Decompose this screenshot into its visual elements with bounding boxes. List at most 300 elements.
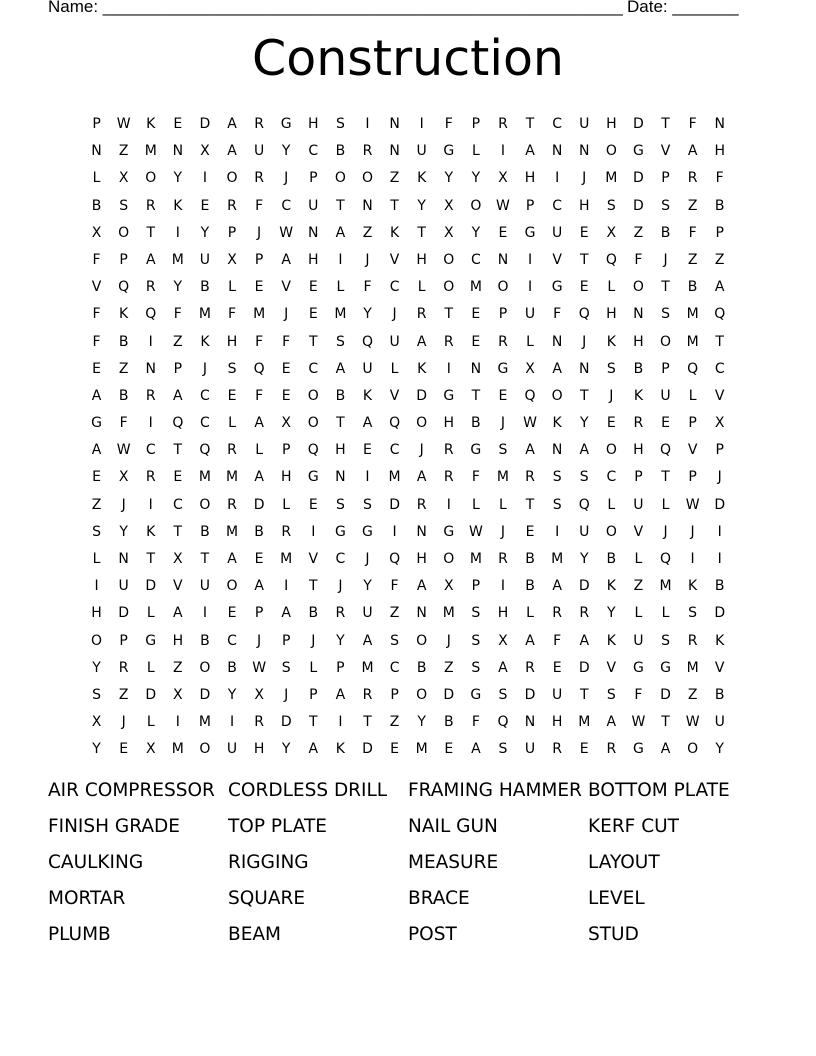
grid-letter: J [500, 523, 506, 540]
grid-letter: D [362, 741, 373, 758]
grid-letter: G [307, 469, 319, 486]
grid-letter: M [686, 659, 699, 676]
grid-letter: T [363, 714, 372, 731]
grid-letter: Q [118, 279, 130, 296]
grid-letter: J [257, 632, 262, 649]
grid-letter: M [198, 306, 211, 323]
grid-letter: W [523, 415, 537, 432]
grid-letter: R [362, 143, 373, 160]
word-list-item: NAIL GUN [408, 816, 498, 837]
word-list-item: TOP PLATE [228, 816, 327, 837]
grid-letter: T [579, 251, 589, 268]
grid-letter: Y [363, 578, 372, 595]
grid-letter: A [281, 605, 291, 622]
grid-letter: Y [471, 224, 481, 241]
grid-letter: P [688, 415, 697, 432]
grid-letter: E [92, 360, 101, 377]
grid-letter: R [254, 116, 264, 132]
grid-letter: L [255, 442, 264, 459]
grid-letter: U [552, 686, 563, 703]
grid-letter: V [389, 387, 400, 404]
grid-letter: T [173, 523, 183, 540]
grid-letter: S [661, 197, 670, 214]
grid-letter: X [525, 360, 535, 377]
grid-letter: Y [444, 170, 454, 187]
grid-letter: M [469, 551, 482, 567]
grid-letter: E [254, 279, 264, 296]
grid-letter: J [609, 387, 614, 404]
grid-letter: T [471, 387, 481, 404]
grid-letter: Z [118, 686, 129, 703]
grid-letter: X [200, 143, 210, 160]
grid-letter: U [308, 197, 319, 214]
grid-letter: X [227, 251, 237, 268]
grid-letter: U [579, 523, 590, 540]
grid-letter: N [118, 551, 129, 567]
word-list-item: FRAMING HAMMER [408, 780, 582, 801]
grid-letter: D [578, 659, 590, 676]
grid-letter: L [146, 714, 155, 731]
grid-letter: E [200, 197, 210, 214]
grid-letter: R [443, 333, 454, 350]
grid-letter: N [416, 605, 427, 622]
grid-letter: H [416, 251, 427, 268]
grid-letter: Q [389, 415, 401, 432]
grid-letter: O [551, 387, 563, 404]
grid-row [83, 138, 733, 165]
grid-letter: B [91, 197, 102, 214]
grid-letter: Q [660, 442, 672, 459]
grid-letter: G [443, 143, 455, 160]
grid-letter: A [687, 143, 698, 160]
grid-letter: G [470, 442, 482, 459]
grid-letter: N [578, 360, 590, 377]
grid-letter: R [443, 469, 454, 486]
grid-letter: E [525, 523, 535, 540]
grid-row [83, 193, 733, 220]
grid-letter: G [497, 360, 509, 377]
grid-letter: E [471, 333, 481, 350]
grid-letter: Q [199, 442, 211, 459]
grid-letter: A [498, 659, 508, 676]
grid-letter: O [307, 415, 319, 432]
grid-letter: L [526, 333, 534, 350]
grid-letter: T [661, 469, 670, 486]
grid-letter: L [92, 170, 101, 187]
grid-letter: P [92, 116, 101, 132]
grid-letter: I [338, 714, 343, 731]
grid-letter: A [606, 714, 617, 731]
grid-letter: T [390, 197, 399, 214]
word-list-item: KERF CUT [588, 816, 679, 837]
grid-letter: J [663, 523, 668, 540]
grid-letter: A [362, 632, 373, 649]
grid-letter: C [552, 116, 563, 132]
grid-letter: M [171, 741, 184, 758]
grid-letter: W [116, 116, 131, 132]
grid-letter: K [715, 632, 725, 649]
grid-letter: N [308, 224, 319, 241]
grid-letter: F [471, 469, 480, 486]
grid-letter: S [281, 659, 291, 676]
grid-letter: Y [281, 143, 291, 160]
grid-letter: X [254, 686, 264, 703]
grid-letter: E [579, 224, 589, 241]
grid-letter: Z [687, 686, 698, 703]
grid-letter: G [470, 686, 482, 703]
grid-letter: R [118, 659, 129, 676]
grid-letter: N [91, 143, 102, 160]
grid-letter: Q [605, 251, 617, 268]
grid-letter: O [443, 279, 455, 296]
grid-letter: N [633, 306, 644, 323]
grid-letter: F [471, 714, 480, 731]
grid-letter: O [226, 170, 238, 187]
grid-letter: B [633, 360, 644, 377]
grid-letter: M [253, 306, 266, 323]
grid-letter: M [686, 306, 699, 323]
grid-letter: H [416, 551, 427, 567]
grid-letter: A [525, 632, 535, 649]
grid-letter: E [579, 741, 589, 758]
grid-letter: K [417, 360, 427, 377]
grid-letter: S [498, 741, 508, 758]
grid-letter: B [335, 143, 346, 160]
grid-letter: R [443, 442, 454, 459]
grid-letter: F [255, 387, 264, 404]
grid-letter: N [578, 143, 590, 160]
grid-letter: H [633, 333, 644, 350]
grid-letter: J [257, 224, 262, 241]
grid-letter: Q [578, 306, 590, 323]
grid-letter: V [389, 251, 400, 268]
grid-letter: A [525, 442, 535, 459]
grid-letter: R [416, 306, 427, 323]
grid-letter: Q [660, 551, 672, 567]
grid-letter: J [690, 523, 695, 540]
grid-letter: K [606, 578, 616, 595]
grid-letter: L [228, 415, 236, 432]
grid-letter: G [524, 224, 536, 241]
grid-letter: O [226, 578, 238, 595]
grid-letter: P [634, 469, 643, 486]
grid-letter: E [308, 496, 318, 513]
grid-letter: X [173, 551, 183, 567]
grid-letter: G [145, 632, 157, 649]
grid-letter: E [552, 659, 562, 676]
grid-letter: Y [173, 279, 183, 296]
word-list-item: AIR COMPRESSOR [48, 780, 215, 801]
word-list-item: SQUARE [228, 888, 306, 909]
letter-grid [83, 111, 733, 764]
grid-letter: F [227, 306, 237, 323]
grid-letter: U [199, 578, 211, 595]
grid-letter: T [173, 442, 183, 459]
grid-letter: S [390, 632, 400, 649]
grid-letter: O [605, 523, 617, 540]
grid-row [83, 301, 733, 328]
grid-letter: N [551, 442, 563, 459]
word-list-item: CAULKING [48, 852, 144, 873]
grid-letter: J [121, 714, 126, 731]
grid-letter: B [525, 551, 535, 567]
date-field-label: Date: _______ [627, 0, 739, 16]
grid-letter: M [388, 469, 401, 486]
grid-letter: J [284, 686, 289, 703]
word-list-item: LAYOUT [588, 852, 660, 873]
grid-letter: R [687, 632, 698, 649]
grid-letter: L [526, 605, 534, 622]
grid-letter: I [690, 551, 695, 567]
grid-letter: D [714, 605, 726, 622]
grid-letter: S [606, 360, 616, 377]
grid-letter: W [496, 197, 510, 214]
grid-letter: E [661, 415, 670, 432]
grid-letter: A [362, 415, 373, 432]
grid-row [83, 464, 733, 491]
grid-letter: L [417, 279, 426, 296]
grid-letter: S [471, 632, 481, 649]
grid-letter: W [685, 714, 700, 731]
grid-letter: U [118, 578, 129, 595]
grid-letter: M [225, 523, 239, 540]
grid-letter: N [470, 360, 482, 377]
grid-letter: V [714, 387, 725, 404]
grid-letter: E [173, 469, 183, 486]
grid-letter: M [415, 741, 428, 758]
grid-letter: J [284, 170, 289, 187]
grid-letter: A [91, 442, 102, 459]
grid-letter: Q [524, 387, 536, 404]
grid-letter: Q [497, 714, 509, 731]
grid-letter: I [175, 224, 180, 241]
grid-letter: O [605, 442, 617, 459]
grid-letter: L [146, 659, 155, 676]
grid-letter: O [199, 741, 211, 758]
grid-letter: K [633, 387, 644, 404]
grid-letter: H [308, 251, 319, 268]
grid-letter: T [579, 387, 589, 404]
grid-letter: T [661, 279, 670, 296]
grid-letter: S [227, 360, 237, 377]
grid-row [83, 709, 733, 736]
grid-letter: T [661, 116, 670, 132]
grid-letter: U [552, 224, 563, 241]
grid-letter: U [362, 360, 373, 377]
grid-letter: O [416, 632, 428, 649]
grid-letter: I [392, 523, 397, 540]
word-list-item: BRACE [408, 888, 470, 909]
grid-letter: U [416, 143, 427, 160]
grid-letter: N [335, 469, 346, 486]
grid-letter: B [308, 605, 319, 622]
grid-letter: S [552, 469, 562, 486]
grid-letter: A [254, 469, 264, 486]
grid-letter: M [334, 306, 347, 323]
grid-letter: H [172, 632, 184, 649]
grid-letter: M [496, 469, 509, 486]
grid-letter: B [200, 523, 210, 540]
grid-letter: A [254, 415, 264, 432]
grid-letter: J [121, 496, 126, 513]
grid-letter: A [335, 360, 346, 377]
grid-letter: G [91, 415, 102, 432]
grid-letter: A [281, 251, 291, 268]
grid-letter: Z [118, 360, 129, 377]
grid-letter: Y [173, 170, 183, 187]
grid-letter: D [578, 578, 590, 595]
grid-letter: C [552, 197, 563, 214]
word-list-item: CORDLESS DRILL [228, 780, 388, 801]
grid-row [83, 410, 733, 437]
grid-letter: D [714, 496, 726, 513]
grid-letter: X [443, 578, 454, 595]
grid-letter: L [499, 496, 507, 513]
grid-letter: R [498, 551, 508, 567]
grid-letter: K [200, 333, 210, 350]
grid-letter: X [91, 714, 102, 731]
grid-letter: O [497, 279, 509, 296]
grid-letter: I [338, 251, 343, 268]
grid-letter: N [145, 360, 156, 377]
grid-letter: S [471, 605, 481, 622]
grid-letter: K [389, 224, 400, 241]
grid-row [83, 111, 733, 138]
grid-letter: M [198, 469, 211, 486]
grid-letter: P [688, 469, 697, 486]
grid-letter: T [661, 714, 670, 731]
grid-letter: M [578, 714, 591, 731]
grid-letter: R [145, 387, 156, 404]
grid-letter: J [582, 170, 587, 187]
grid-letter: O [91, 632, 103, 649]
grid-letter: T [417, 224, 426, 241]
grid-letter: B [714, 686, 725, 703]
grid-letter: U [253, 143, 265, 160]
grid-letter: R [687, 170, 698, 187]
grid-row [83, 165, 733, 192]
grid-letter: C [389, 659, 400, 676]
grid-letter: A [173, 387, 183, 404]
grid-letter: N [362, 197, 373, 214]
grid-letter: H [551, 714, 563, 731]
grid-letter: W [685, 496, 700, 513]
grid-letter: D [416, 387, 428, 404]
grid-letter: Y [579, 415, 589, 432]
grid-letter: A [525, 143, 535, 160]
grid-letter: O [118, 224, 130, 241]
grid-letter: C [145, 442, 156, 459]
grid-letter: I [148, 415, 153, 432]
grid-letter: F [255, 333, 264, 350]
grid-letter: T [336, 415, 345, 432]
grid-letter: H [578, 197, 590, 214]
grid-letter: C [606, 469, 617, 486]
grid-letter: A [308, 741, 319, 758]
grid-letter: V [552, 251, 562, 268]
grid-letter: T [715, 333, 724, 350]
grid-letter: G [632, 659, 644, 676]
grid-letter: C [335, 551, 346, 567]
grid-letter: S [335, 116, 345, 132]
grid-letter: L [607, 279, 616, 296]
word-list-item: LEVEL [588, 888, 645, 909]
grid-letter: N [551, 143, 563, 160]
grid-letter: U [199, 251, 211, 268]
grid-letter: F [634, 686, 643, 703]
grid-letter: L [661, 605, 670, 622]
grid-letter: T [309, 333, 318, 350]
grid-letter: G [280, 116, 292, 132]
grid-letter: R [525, 659, 535, 676]
grid-letter: N [714, 116, 725, 132]
grid-letter: O [443, 551, 455, 567]
grid-letter: S [363, 496, 372, 513]
grid-letter: X [145, 741, 156, 758]
grid-letter: N [389, 143, 400, 160]
grid-letter: Y [417, 197, 426, 214]
grid-letter: P [173, 360, 183, 377]
grid-letter: V [687, 442, 698, 459]
grid-letter: E [390, 741, 399, 758]
word-list-item: POST [408, 924, 457, 945]
grid-letter: N [551, 333, 563, 350]
grid-letter: N [524, 714, 536, 731]
grid-letter: P [498, 306, 508, 323]
grid-letter: I [555, 523, 560, 540]
grid-letter: T [336, 197, 345, 214]
grid-letter: M [171, 251, 184, 268]
grid-letter: K [335, 741, 345, 758]
grid-letter: C [470, 251, 481, 268]
grid-letter: B [227, 659, 237, 676]
grid-letter: D [280, 714, 292, 731]
grid-letter: D [199, 116, 211, 132]
grid-letter: E [579, 279, 589, 296]
grid-row [83, 736, 733, 763]
grid-letter: E [227, 387, 237, 404]
grid-letter: L [471, 143, 480, 160]
grid-letter: Q [578, 496, 590, 513]
grid-letter: H [633, 442, 644, 459]
grid-letter: B [525, 578, 535, 595]
grid-letter: I [500, 578, 506, 595]
grid-letter: T [525, 496, 535, 513]
grid-letter: E [227, 605, 237, 622]
grid-letter: E [281, 360, 291, 377]
grid-letter: I [717, 551, 722, 567]
grid-letter: Z [362, 224, 373, 241]
grid-letter: A [91, 387, 102, 404]
grid-letter: G [660, 659, 671, 676]
grid-letter: A [416, 469, 427, 486]
grid-letter: I [229, 714, 235, 731]
grid-letter: P [254, 251, 264, 268]
grid-letter: M [605, 170, 618, 187]
grid-letter: R [362, 686, 373, 703]
grid-letter: V [633, 523, 644, 540]
grid-letter: A [227, 143, 237, 160]
grid-letter: S [498, 686, 508, 703]
grid-letter: B [714, 197, 725, 214]
grid-letter: W [252, 659, 267, 676]
grid-letter: A [552, 578, 562, 595]
grid-letter: F [634, 251, 643, 268]
grid-letter: S [498, 442, 508, 459]
grid-letter: B [471, 415, 481, 432]
grid-letter: S [552, 496, 562, 513]
grid-letter: K [606, 333, 616, 350]
